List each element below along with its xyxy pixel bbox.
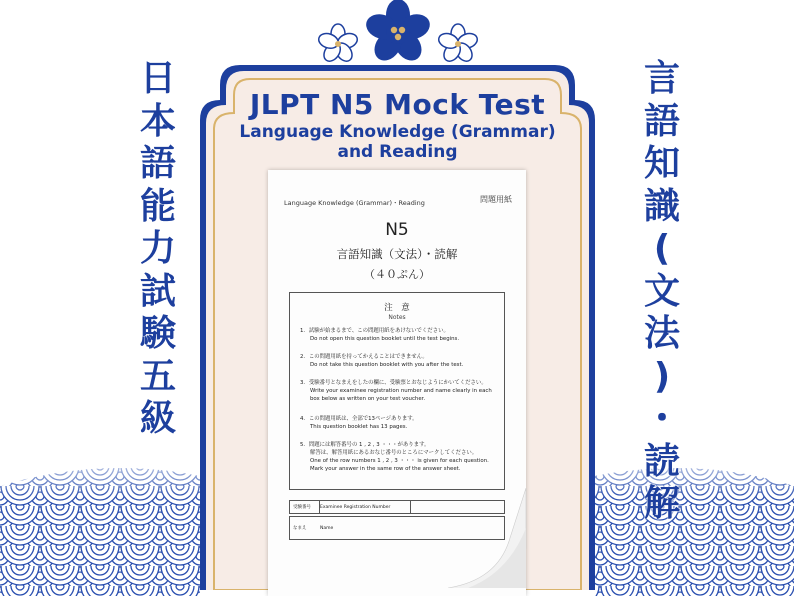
vertical-title-left (136, 58, 180, 441)
booklet-level: N5 (385, 220, 409, 240)
booklet-section: 言語知識（文法）・読解 (336, 247, 458, 261)
vertical-char: 言 (643, 58, 680, 99)
vertical-char: 知 (643, 143, 680, 184)
note-item (300, 353, 500, 369)
notes-title: 注 意 (384, 303, 410, 313)
vertical-char: 法 (643, 313, 680, 354)
reg-label-jp: 受験番号 (290, 501, 320, 513)
page-title: JLPT N5 Mock Test (249, 88, 546, 121)
vertical-char: 語 (643, 100, 680, 142)
vertical-char: 識 (643, 185, 680, 227)
vertical-char: ・ (643, 398, 680, 439)
note-en: Do not take this question booklet with you after the test. (310, 362, 464, 368)
note-item (300, 327, 500, 343)
notes-box (289, 292, 505, 490)
vertical-char: 語 (139, 143, 176, 184)
vertical-char: ( (653, 228, 671, 269)
note-jp: 1．試験が始まるまで、この問題用紙をあけないでください。 (300, 328, 449, 334)
note-jp: 4．この問題用紙は、全部で13ページあります。 (300, 416, 418, 422)
note-item (300, 415, 500, 431)
note-en: Do not open this question booklet until the test begins. (310, 336, 460, 342)
note-en: One of the row numbers 1 , 2 , 3 ・・・ is given for each question. (310, 458, 489, 464)
note-jp: 2．この問題用紙を持ってかえることはできません。 (300, 354, 428, 360)
vertical-char: 試 (139, 270, 176, 312)
title-block (200, 88, 595, 162)
page-subtitle-line1: Language Knowledge (Grammar) (239, 122, 556, 142)
note-jp: 5．問題には解答番号の 1 , 2 , 3 ・・・があります。 (300, 442, 430, 448)
flower-left-icon (317, 24, 359, 64)
flower-center-icon (363, 0, 433, 66)
note-en: This question booklet has 13 pages. (310, 424, 408, 430)
note-jp-2: 解答は、解答用紙にあるおなじ番号のところにマークしてください。 (310, 450, 478, 456)
flower-right-icon (437, 24, 479, 64)
vertical-char: 験 (139, 313, 176, 354)
notes-subtitle: Notes (388, 314, 406, 321)
name-label-en: Name (320, 525, 334, 531)
note-en-2: Mark your answer in the same row of the answer sheet. (310, 466, 461, 472)
sakura-ornament (300, 0, 496, 70)
booklet-time: （４０ぷん） (364, 268, 430, 281)
vertical-char: 日 (139, 58, 176, 99)
booklet-header-left: Language Knowledge (Grammar)・Reading (284, 199, 425, 207)
vertical-char: 本 (139, 100, 176, 142)
note-item (300, 441, 500, 473)
vertical-char: 力 (139, 228, 176, 269)
note-item (300, 379, 500, 403)
reg-label-en: Examinee Registration Number (317, 501, 411, 513)
vertical-char: ) (653, 355, 671, 397)
page-subtitle-line2: and Reading (337, 142, 458, 162)
vertical-char: 級 (139, 398, 176, 439)
name-label-jp: なまえ (293, 526, 307, 531)
page-curl (448, 488, 538, 588)
note-jp: 3．受験番号となまえをしたの欄に、受験票とおなじようにかいてください。 (300, 380, 487, 386)
vertical-char: 能 (139, 185, 176, 227)
note-en: Write your examinee registration number and name clearly in each box below as written on your test voucher. (310, 388, 492, 402)
vertical-title-right (640, 58, 684, 526)
vertical-char: 文 (643, 270, 680, 312)
booklet-header-right: 問題用紙 (480, 195, 512, 204)
vertical-char: 五 (139, 355, 176, 397)
vertical-char: 解 (643, 483, 680, 524)
vertical-char: 読 (643, 440, 680, 482)
